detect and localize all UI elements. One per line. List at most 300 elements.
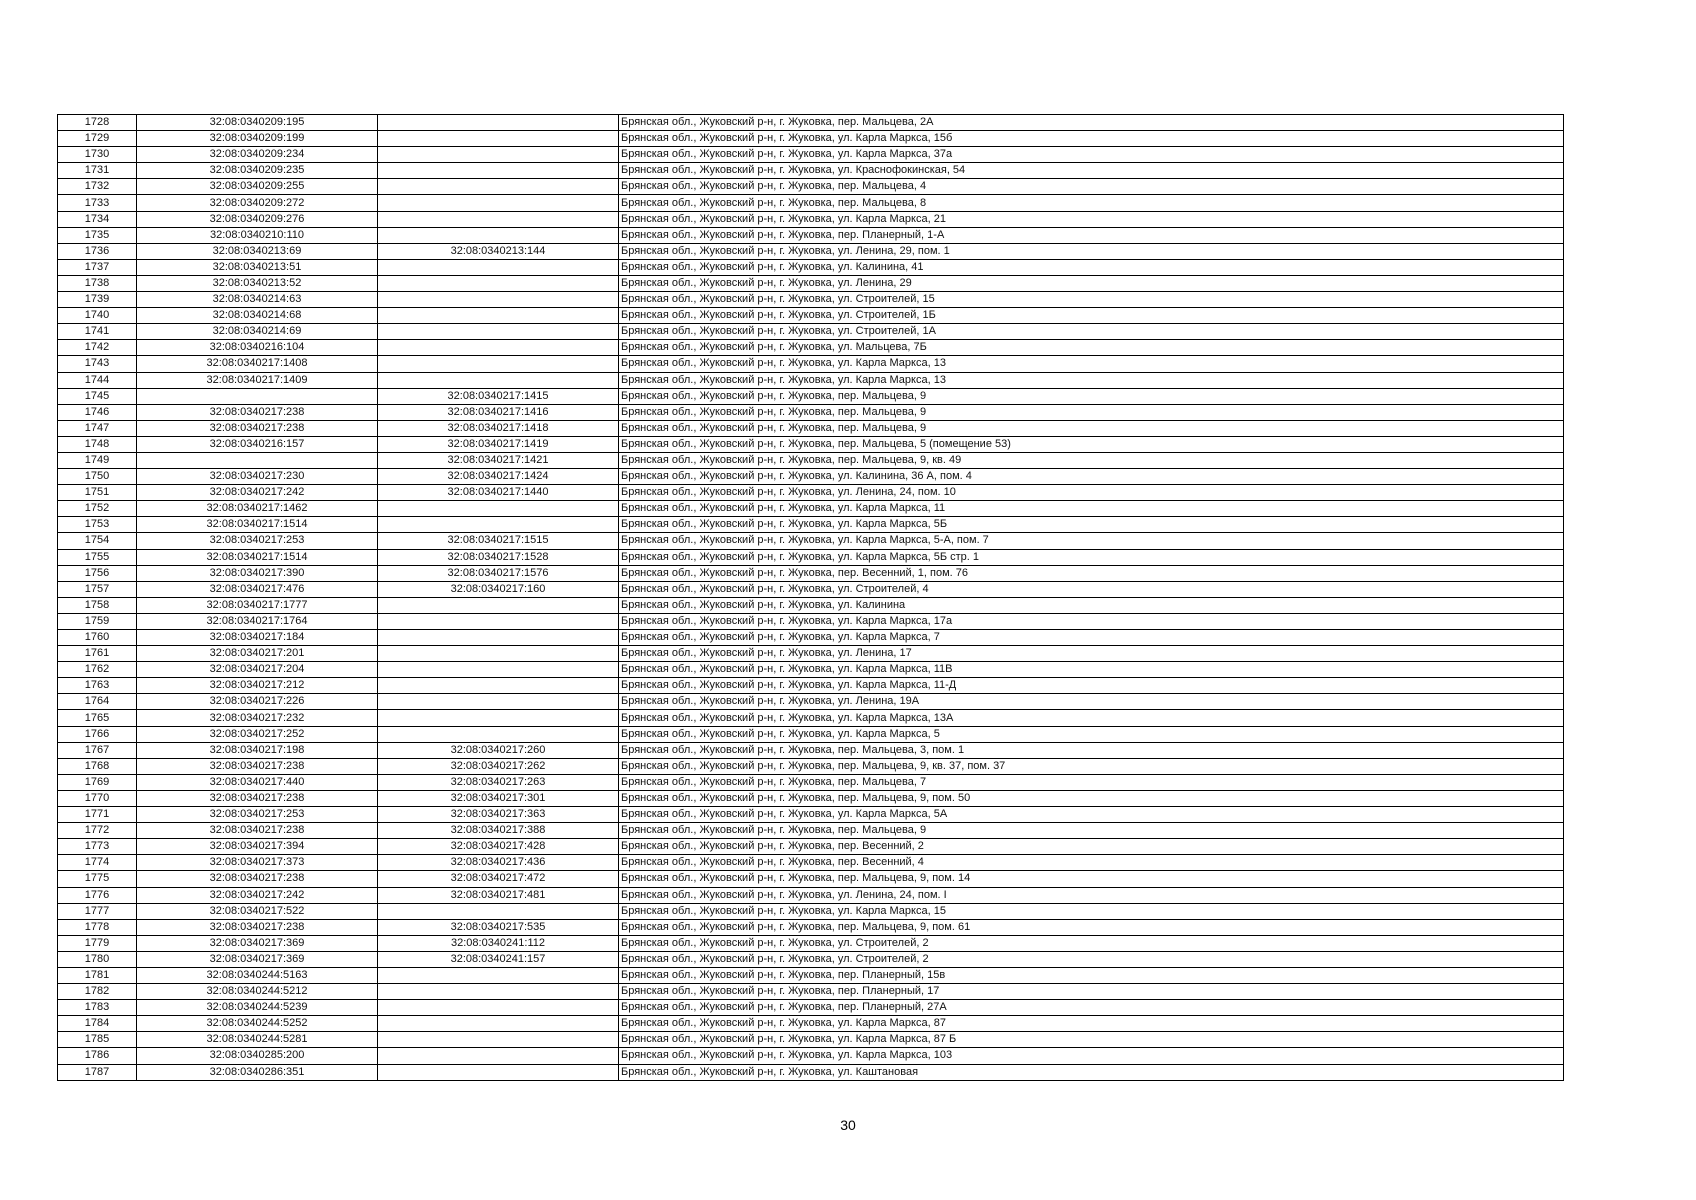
row-number-cell: 1750 — [58, 469, 137, 485]
row-number-cell: 1754 — [58, 533, 137, 549]
address-cell: Брянская обл., Жуковский р-н, г. Жуковка, ул. Карла Маркса, 11 — [619, 501, 1564, 517]
cadastral-number-cell: 32:08:0340217:369 — [137, 951, 378, 967]
address-cell: Брянская обл., Жуковский р-н, г. Жуковка, пер. Мальцева, 3, пом. 1 — [619, 742, 1564, 758]
row-number-cell: 1783 — [58, 1000, 137, 1016]
row-number-cell: 1732 — [58, 179, 137, 195]
related-cadastral-number-cell — [378, 147, 619, 163]
cadastral-number-cell: 32:08:0340217:238 — [137, 420, 378, 436]
address-cell: Брянская обл., Жуковский р-н, г. Жуковка, ул. Строителей, 2 — [619, 935, 1564, 951]
row-number-cell: 1779 — [58, 935, 137, 951]
row-number-cell: 1741 — [58, 324, 137, 340]
table-row — [58, 533, 1564, 549]
cadastral-number-cell: 32:08:0340217:1514 — [137, 517, 378, 533]
row-number-cell: 1768 — [58, 758, 137, 774]
table-row — [58, 984, 1564, 1000]
table-row — [58, 195, 1564, 211]
row-number-cell: 1755 — [58, 549, 137, 565]
cadastral-number-cell: 32:08:0340217:184 — [137, 630, 378, 646]
row-number-cell: 1778 — [58, 919, 137, 935]
address-cell: Брянская обл., Жуковский р-н, г. Жуковка, ул. Карла Маркса, 103 — [619, 1048, 1564, 1064]
address-cell: Брянская обл., Жуковский р-н, г. Жуковка, ул. Карла Маркса, 17а — [619, 613, 1564, 629]
related-cadastral-number-cell: 32:08:0340217:262 — [378, 758, 619, 774]
related-cadastral-number-cell — [378, 694, 619, 710]
row-number-cell: 1764 — [58, 694, 137, 710]
row-number-cell: 1748 — [58, 436, 137, 452]
address-cell: Брянская обл., Жуковский р-н, г. Жуковка, пер. Планерный, 27А — [619, 1000, 1564, 1016]
table-row — [58, 275, 1564, 291]
row-number-cell: 1767 — [58, 742, 137, 758]
cadastral-number-cell: 32:08:0340209:255 — [137, 179, 378, 195]
row-number-cell: 1740 — [58, 308, 137, 324]
address-cell: Брянская обл., Жуковский р-н, г. Жуковка, ул. Карла Маркса, 87 Б — [619, 1032, 1564, 1048]
cadastral-number-cell — [137, 452, 378, 468]
cadastral-number-cell: 32:08:0340213:51 — [137, 259, 378, 275]
related-cadastral-number-cell — [378, 131, 619, 147]
row-number-cell: 1735 — [58, 227, 137, 243]
table-row — [58, 951, 1564, 967]
row-number-cell: 1774 — [58, 855, 137, 871]
related-cadastral-number-cell — [378, 340, 619, 356]
table-row — [58, 646, 1564, 662]
cadastral-number-cell: 32:08:0340217:242 — [137, 887, 378, 903]
related-cadastral-number-cell — [378, 967, 619, 983]
row-number-cell: 1729 — [58, 131, 137, 147]
cadastral-number-cell: 32:08:0340217:1409 — [137, 372, 378, 388]
table-row — [58, 227, 1564, 243]
cadastral-number-cell: 32:08:0340217:238 — [137, 871, 378, 887]
page-number: 30 — [840, 1117, 856, 1133]
table-row — [58, 565, 1564, 581]
address-cell: Брянская обл., Жуковский р-н, г. Жуковка, пер. Мальцева, 9, пом. 50 — [619, 790, 1564, 806]
cadastral-number-cell: 32:08:0340217:230 — [137, 469, 378, 485]
cadastral-number-cell: 32:08:0340209:272 — [137, 195, 378, 211]
table-row — [58, 1032, 1564, 1048]
address-cell: Брянская обл., Жуковский р-н, г. Жуковка, ул. Карла Маркса, 5-А, пом. 7 — [619, 533, 1564, 549]
address-cell: Брянская обл., Жуковский р-н, г. Жуковка, ул. Карла Маркса, 13А — [619, 710, 1564, 726]
cadastral-number-cell: 32:08:0340217:238 — [137, 790, 378, 806]
cadastral-number-cell: 32:08:0340217:226 — [137, 694, 378, 710]
cadastral-number-cell: 32:08:0340214:63 — [137, 292, 378, 308]
related-cadastral-number-cell — [378, 501, 619, 517]
address-cell: Брянская обл., Жуковский р-н, г. Жуковка, пер. Мальцева, 5 (помещение 53) — [619, 436, 1564, 452]
table-row — [58, 243, 1564, 259]
table-row — [58, 324, 1564, 340]
address-cell: Брянская обл., Жуковский р-н, г. Жуковка, ул. Строителей, 1Б — [619, 308, 1564, 324]
cadastral-number-cell: 32:08:0340286:351 — [137, 1064, 378, 1080]
row-number-cell: 1731 — [58, 163, 137, 179]
table-row — [58, 259, 1564, 275]
address-cell: Брянская обл., Жуковский р-н, г. Жуковка, пер. Планерный, 17 — [619, 984, 1564, 1000]
address-cell: Брянская обл., Жуковский р-н, г. Жуковка, ул. Карла Маркса, 11В — [619, 662, 1564, 678]
cadastral-number-cell: 32:08:0340217:252 — [137, 726, 378, 742]
related-cadastral-number-cell: 32:08:0340217:160 — [378, 581, 619, 597]
table-row — [58, 967, 1564, 983]
address-cell: Брянская обл., Жуковский р-н, г. Жуковка, ул. Карла Маркса, 5 — [619, 726, 1564, 742]
row-number-cell: 1738 — [58, 275, 137, 291]
related-cadastral-number-cell — [378, 163, 619, 179]
address-cell: Брянская обл., Жуковский р-н, г. Жуковка, ул. Карла Маркса, 21 — [619, 211, 1564, 227]
cadastral-number-cell: 32:08:0340217:201 — [137, 646, 378, 662]
cadastral-number-cell: 32:08:0340217:238 — [137, 823, 378, 839]
related-cadastral-number-cell: 32:08:0340217:1515 — [378, 533, 619, 549]
related-cadastral-number-cell — [378, 115, 619, 131]
table-row — [58, 790, 1564, 806]
table-row — [58, 935, 1564, 951]
related-cadastral-number-cell: 32:08:0340217:428 — [378, 839, 619, 855]
related-cadastral-number-cell — [378, 662, 619, 678]
related-cadastral-number-cell — [378, 308, 619, 324]
table-row — [58, 436, 1564, 452]
address-cell: Брянская обл., Жуковский р-н, г. Жуковка, ул. Карла Маркса, 7 — [619, 630, 1564, 646]
related-cadastral-number-cell: 32:08:0340241:157 — [378, 951, 619, 967]
row-number-cell: 1752 — [58, 501, 137, 517]
related-cadastral-number-cell: 32:08:0340217:1440 — [378, 485, 619, 501]
related-cadastral-number-cell: 32:08:0340217:1421 — [378, 452, 619, 468]
address-cell: Брянская обл., Жуковский р-н, г. Жуковка, пер. Мальцева, 9, пом. 61 — [619, 919, 1564, 935]
cadastral-number-cell: 32:08:0340217:253 — [137, 533, 378, 549]
cadastral-number-cell: 32:08:0340217:212 — [137, 678, 378, 694]
cadastral-number-cell: 32:08:0340244:5163 — [137, 967, 378, 983]
table-row — [58, 517, 1564, 533]
table-body — [58, 115, 1564, 1081]
row-number-cell: 1781 — [58, 967, 137, 983]
cadastral-number-cell: 32:08:0340210:110 — [137, 227, 378, 243]
address-cell: Брянская обл., Жуковский р-н, г. Жуковка, пер. Мальцева, 9, кв. 37, пом. 37 — [619, 758, 1564, 774]
address-cell: Брянская обл., Жуковский р-н, г. Жуковка, ул. Карла Маркса, 5Б — [619, 517, 1564, 533]
row-number-cell: 1772 — [58, 823, 137, 839]
row-number-cell: 1742 — [58, 340, 137, 356]
table-row — [58, 597, 1564, 613]
address-cell: Брянская обл., Жуковский р-н, г. Жуковка, ул. Карла Маркса, 15 — [619, 903, 1564, 919]
table-row — [58, 115, 1564, 131]
row-number-cell: 1785 — [58, 1032, 137, 1048]
table-row — [58, 420, 1564, 436]
address-cell: Брянская обл., Жуковский р-н, г. Жуковка, пер. Весенний, 1, пом. 76 — [619, 565, 1564, 581]
related-cadastral-number-cell: 32:08:0340217:472 — [378, 871, 619, 887]
cadastral-number-cell: 32:08:0340217:242 — [137, 485, 378, 501]
cadastral-number-cell: 32:08:0340209:235 — [137, 163, 378, 179]
table-row — [58, 613, 1564, 629]
address-cell: Брянская обл., Жуковский р-н, г. Жуковка, ул. Карла Маркса, 13 — [619, 372, 1564, 388]
address-cell: Брянская обл., Жуковский р-н, г. Жуковка, пер. Мальцева, 2А — [619, 115, 1564, 131]
related-cadastral-number-cell — [378, 678, 619, 694]
row-number-cell: 1736 — [58, 243, 137, 259]
table-row — [58, 147, 1564, 163]
address-cell: Брянская обл., Жуковский р-н, г. Жуковка, пер. Мальцева, 4 — [619, 179, 1564, 195]
row-number-cell: 1737 — [58, 259, 137, 275]
table-row — [58, 485, 1564, 501]
row-number-cell: 1780 — [58, 951, 137, 967]
related-cadastral-number-cell — [378, 195, 619, 211]
table-row — [58, 919, 1564, 935]
address-cell: Брянская обл., Жуковский р-н, г. Жуковка, пер. Мальцева, 9 — [619, 404, 1564, 420]
row-number-cell: 1728 — [58, 115, 137, 131]
table-row — [58, 1016, 1564, 1032]
related-cadastral-number-cell — [378, 630, 619, 646]
cadastral-number-cell: 32:08:0340209:195 — [137, 115, 378, 131]
table-row — [58, 1000, 1564, 1016]
row-number-cell: 1776 — [58, 887, 137, 903]
address-cell: Брянская обл., Жуковский р-н, г. Жуковка, ул. Ленина, 29, пом. 1 — [619, 243, 1564, 259]
related-cadastral-number-cell: 32:08:0340217:301 — [378, 790, 619, 806]
cadastral-number-cell: 32:08:0340244:5281 — [137, 1032, 378, 1048]
row-number-cell: 1747 — [58, 420, 137, 436]
related-cadastral-number-cell — [378, 984, 619, 1000]
related-cadastral-number-cell — [378, 613, 619, 629]
row-number-cell: 1760 — [58, 630, 137, 646]
related-cadastral-number-cell — [378, 903, 619, 919]
table-row — [58, 452, 1564, 468]
row-number-cell: 1762 — [58, 662, 137, 678]
table-row — [58, 630, 1564, 646]
cadastral-number-cell: 32:08:0340209:199 — [137, 131, 378, 147]
address-cell: Брянская обл., Жуковский р-н, г. Жуковка, пер. Планерный, 15в — [619, 967, 1564, 983]
address-cell: Брянская обл., Жуковский р-н, г. Жуковка, ул. Ленина, 24, пом. 10 — [619, 485, 1564, 501]
table-row — [58, 388, 1564, 404]
related-cadastral-number-cell — [378, 372, 619, 388]
address-cell: Брянская обл., Жуковский р-н, г. Жуковка, ул. Мальцева, 7Б — [619, 340, 1564, 356]
related-cadastral-number-cell — [378, 1000, 619, 1016]
address-cell: Брянская обл., Жуковский р-н, г. Жуковка, пер. Планерный, 1-А — [619, 227, 1564, 243]
row-number-cell: 1771 — [58, 807, 137, 823]
related-cadastral-number-cell — [378, 646, 619, 662]
cadastral-number-cell: 32:08:0340244:5212 — [137, 984, 378, 1000]
cadastral-number-cell: 32:08:0340213:52 — [137, 275, 378, 291]
related-cadastral-number-cell: 32:08:0340217:1419 — [378, 436, 619, 452]
related-cadastral-number-cell: 32:08:0340217:1418 — [378, 420, 619, 436]
related-cadastral-number-cell: 32:08:0340217:535 — [378, 919, 619, 935]
cadastral-number-cell: 32:08:0340216:104 — [137, 340, 378, 356]
cadastral-number-cell: 32:08:0340217:369 — [137, 935, 378, 951]
table-row — [58, 340, 1564, 356]
cadastral-number-cell: 32:08:0340217:390 — [137, 565, 378, 581]
row-number-cell: 1749 — [58, 452, 137, 468]
related-cadastral-number-cell: 32:08:0340217:436 — [378, 855, 619, 871]
cadastral-number-cell: 32:08:0340217:1764 — [137, 613, 378, 629]
cadastral-number-cell: 32:08:0340217:253 — [137, 807, 378, 823]
cadastral-number-cell: 32:08:0340214:68 — [137, 308, 378, 324]
table-row — [58, 710, 1564, 726]
table-row — [58, 903, 1564, 919]
related-cadastral-number-cell: 32:08:0340217:1424 — [378, 469, 619, 485]
related-cadastral-number-cell: 32:08:0340217:388 — [378, 823, 619, 839]
row-number-cell: 1733 — [58, 195, 137, 211]
related-cadastral-number-cell — [378, 179, 619, 195]
related-cadastral-number-cell: 32:08:0340217:1415 — [378, 388, 619, 404]
address-cell: Брянская обл., Жуковский р-н, г. Жуковка, ул. Ленина, 19А — [619, 694, 1564, 710]
cadastral-number-cell: 32:08:0340217:1462 — [137, 501, 378, 517]
related-cadastral-number-cell — [378, 517, 619, 533]
related-cadastral-number-cell: 32:08:0340213:144 — [378, 243, 619, 259]
table-row — [58, 694, 1564, 710]
cadastral-number-cell: 32:08:0340217:1514 — [137, 549, 378, 565]
related-cadastral-number-cell — [378, 1064, 619, 1080]
cadastral-number-cell: 32:08:0340217:476 — [137, 581, 378, 597]
cadastral-number-cell: 32:08:0340285:200 — [137, 1048, 378, 1064]
address-cell: Брянская обл., Жуковский р-н, г. Жуковка, ул. Карла Маркса, 13 — [619, 356, 1564, 372]
row-number-cell: 1777 — [58, 903, 137, 919]
related-cadastral-number-cell — [378, 292, 619, 308]
address-cell: Брянская обл., Жуковский р-н, г. Жуковка, пер. Весенний, 4 — [619, 855, 1564, 871]
related-cadastral-number-cell: 32:08:0340217:1416 — [378, 404, 619, 420]
row-number-cell: 1766 — [58, 726, 137, 742]
row-number-cell: 1756 — [58, 565, 137, 581]
address-cell: Брянская обл., Жуковский р-н, г. Жуковка, пер. Мальцева, 7 — [619, 774, 1564, 790]
address-cell: Брянская обл., Жуковский р-н, г. Жуковка, пер. Мальцева, 9 — [619, 420, 1564, 436]
row-number-cell: 1786 — [58, 1048, 137, 1064]
cadastral-number-cell: 32:08:0340217:238 — [137, 404, 378, 420]
row-number-cell: 1730 — [58, 147, 137, 163]
table-row — [58, 501, 1564, 517]
address-cell: Брянская обл., Жуковский р-н, г. Жуковка, ул. Карла Маркса, 5Б стр. 1 — [619, 549, 1564, 565]
address-cell: Брянская обл., Жуковский р-н, г. Жуковка, ул. Ленина, 24, пом. I — [619, 887, 1564, 903]
related-cadastral-number-cell — [378, 259, 619, 275]
row-number-cell: 1761 — [58, 646, 137, 662]
row-number-cell: 1746 — [58, 404, 137, 420]
address-cell: Брянская обл., Жуковский р-н, г. Жуковка, пер. Мальцева, 9 — [619, 388, 1564, 404]
address-cell: Брянская обл., Жуковский р-н, г. Жуковка, ул. Карла Маркса, 5А — [619, 807, 1564, 823]
related-cadastral-number-cell: 32:08:0340217:263 — [378, 774, 619, 790]
address-cell: Брянская обл., Жуковский р-н, г. Жуковка, ул. Карла Маркса, 37а — [619, 147, 1564, 163]
table-row — [58, 887, 1564, 903]
cadastral-number-cell: 32:08:0340244:5239 — [137, 1000, 378, 1016]
address-cell: Брянская обл., Жуковский р-н, г. Жуковка, ул. Строителей, 2 — [619, 951, 1564, 967]
table-row — [58, 839, 1564, 855]
related-cadastral-number-cell — [378, 597, 619, 613]
table-row — [58, 211, 1564, 227]
related-cadastral-number-cell — [378, 1016, 619, 1032]
table-row — [58, 758, 1564, 774]
row-number-cell: 1757 — [58, 581, 137, 597]
table-row — [58, 308, 1564, 324]
table-row — [58, 549, 1564, 565]
related-cadastral-number-cell — [378, 356, 619, 372]
row-number-cell: 1765 — [58, 710, 137, 726]
row-number-cell: 1769 — [58, 774, 137, 790]
cadastral-number-cell: 32:08:0340217:522 — [137, 903, 378, 919]
related-cadastral-number-cell — [378, 710, 619, 726]
table-row — [58, 131, 1564, 147]
address-cell: Брянская обл., Жуковский р-н, г. Жуковка, ул. Карла Маркса, 11-Д — [619, 678, 1564, 694]
row-number-cell: 1751 — [58, 485, 137, 501]
table-row — [58, 823, 1564, 839]
table-row — [58, 855, 1564, 871]
address-cell: Брянская обл., Жуковский р-н, г. Жуковка, ул. Калинина, 36 А, пом. 4 — [619, 469, 1564, 485]
table-row — [58, 469, 1564, 485]
related-cadastral-number-cell: 32:08:0340241:112 — [378, 935, 619, 951]
address-cell: Брянская обл., Жуковский р-н, г. Жуковка, ул. Строителей, 1А — [619, 324, 1564, 340]
table-row — [58, 774, 1564, 790]
table-row — [58, 726, 1564, 742]
table-row — [58, 163, 1564, 179]
address-cell: Брянская обл., Жуковский р-н, г. Жуковка, ул. Калинина — [619, 597, 1564, 613]
row-number-cell: 1753 — [58, 517, 137, 533]
row-number-cell: 1739 — [58, 292, 137, 308]
table-row — [58, 1064, 1564, 1080]
cadastral-number-cell: 32:08:0340209:276 — [137, 211, 378, 227]
row-number-cell: 1758 — [58, 597, 137, 613]
related-cadastral-number-cell — [378, 227, 619, 243]
address-cell: Брянская обл., Жуковский р-н, г. Жуковка, пер. Мальцева, 9 — [619, 823, 1564, 839]
related-cadastral-number-cell — [378, 1048, 619, 1064]
address-cell: Брянская обл., Жуковский р-н, г. Жуковка, пер. Весенний, 2 — [619, 839, 1564, 855]
related-cadastral-number-cell: 32:08:0340217:260 — [378, 742, 619, 758]
cadastral-number-cell: 32:08:0340217:394 — [137, 839, 378, 855]
table-row — [58, 581, 1564, 597]
related-cadastral-number-cell: 32:08:0340217:363 — [378, 807, 619, 823]
table-row — [58, 372, 1564, 388]
cadastral-number-cell: 32:08:0340217:1408 — [137, 356, 378, 372]
cadastral-number-cell: 32:08:0340217:373 — [137, 855, 378, 871]
address-cell: Брянская обл., Жуковский р-н, г. Жуковка, ул. Карла Маркса, 87 — [619, 1016, 1564, 1032]
table-row — [58, 871, 1564, 887]
cadastral-number-cell: 32:08:0340217:238 — [137, 919, 378, 935]
address-cell: Брянская обл., Жуковский р-н, г. Жуковка, пер. Мальцева, 9, пом. 14 — [619, 871, 1564, 887]
cadastral-number-cell: 32:08:0340217:198 — [137, 742, 378, 758]
address-cell: Брянская обл., Жуковский р-н, г. Жуковка, ул. Калинина, 41 — [619, 259, 1564, 275]
property-table — [57, 114, 1564, 1081]
table-row — [58, 404, 1564, 420]
address-cell: Брянская обл., Жуковский р-н, г. Жуковка, ул. Карла Маркса, 15б — [619, 131, 1564, 147]
row-number-cell: 1734 — [58, 211, 137, 227]
cadastral-number-cell: 32:08:0340209:234 — [137, 147, 378, 163]
address-cell: Брянская обл., Жуковский р-н, г. Жуковка, ул. Ленина, 17 — [619, 646, 1564, 662]
table-row — [58, 742, 1564, 758]
cadastral-number-cell: 32:08:0340217:440 — [137, 774, 378, 790]
related-cadastral-number-cell — [378, 211, 619, 227]
table-row — [58, 292, 1564, 308]
table-row — [58, 179, 1564, 195]
row-number-cell: 1743 — [58, 356, 137, 372]
related-cadastral-number-cell — [378, 275, 619, 291]
address-cell: Брянская обл., Жуковский р-н, г. Жуковка, ул. Краснофокинская, 54 — [619, 163, 1564, 179]
table-row — [58, 356, 1564, 372]
address-cell: Брянская обл., Жуковский р-н, г. Жуковка, ул. Строителей, 4 — [619, 581, 1564, 597]
cadastral-number-cell — [137, 388, 378, 404]
table-row — [58, 678, 1564, 694]
related-cadastral-number-cell: 32:08:0340217:481 — [378, 887, 619, 903]
row-number-cell: 1770 — [58, 790, 137, 806]
cadastral-number-cell: 32:08:0340214:69 — [137, 324, 378, 340]
row-number-cell: 1744 — [58, 372, 137, 388]
table-row — [58, 662, 1564, 678]
row-number-cell: 1787 — [58, 1064, 137, 1080]
row-number-cell: 1773 — [58, 839, 137, 855]
related-cadastral-number-cell: 32:08:0340217:1528 — [378, 549, 619, 565]
address-cell: Брянская обл., Жуковский р-н, г. Жуковка, ул. Ленина, 29 — [619, 275, 1564, 291]
related-cadastral-number-cell: 32:08:0340217:1576 — [378, 565, 619, 581]
cadastral-number-cell: 32:08:0340216:157 — [137, 436, 378, 452]
cadastral-number-cell: 32:08:0340217:204 — [137, 662, 378, 678]
cadastral-number-cell: 32:08:0340244:5252 — [137, 1016, 378, 1032]
cadastral-number-cell: 32:08:0340213:69 — [137, 243, 378, 259]
address-cell: Брянская обл., Жуковский р-н, г. Жуковка, пер. Мальцева, 8 — [619, 195, 1564, 211]
address-cell: Брянская обл., Жуковский р-н, г. Жуковка, ул. Строителей, 15 — [619, 292, 1564, 308]
cadastral-number-cell: 32:08:0340217:1777 — [137, 597, 378, 613]
related-cadastral-number-cell — [378, 1032, 619, 1048]
cadastral-number-cell: 32:08:0340217:238 — [137, 758, 378, 774]
row-number-cell: 1763 — [58, 678, 137, 694]
row-number-cell: 1745 — [58, 388, 137, 404]
related-cadastral-number-cell — [378, 324, 619, 340]
cadastral-number-cell: 32:08:0340217:232 — [137, 710, 378, 726]
table-row — [58, 807, 1564, 823]
address-cell: Брянская обл., Жуковский р-н, г. Жуковка, ул. Каштановая — [619, 1064, 1564, 1080]
row-number-cell: 1784 — [58, 1016, 137, 1032]
address-cell: Брянская обл., Жуковский р-н, г. Жуковка, пер. Мальцева, 9, кв. 49 — [619, 452, 1564, 468]
row-number-cell: 1775 — [58, 871, 137, 887]
related-cadastral-number-cell — [378, 726, 619, 742]
